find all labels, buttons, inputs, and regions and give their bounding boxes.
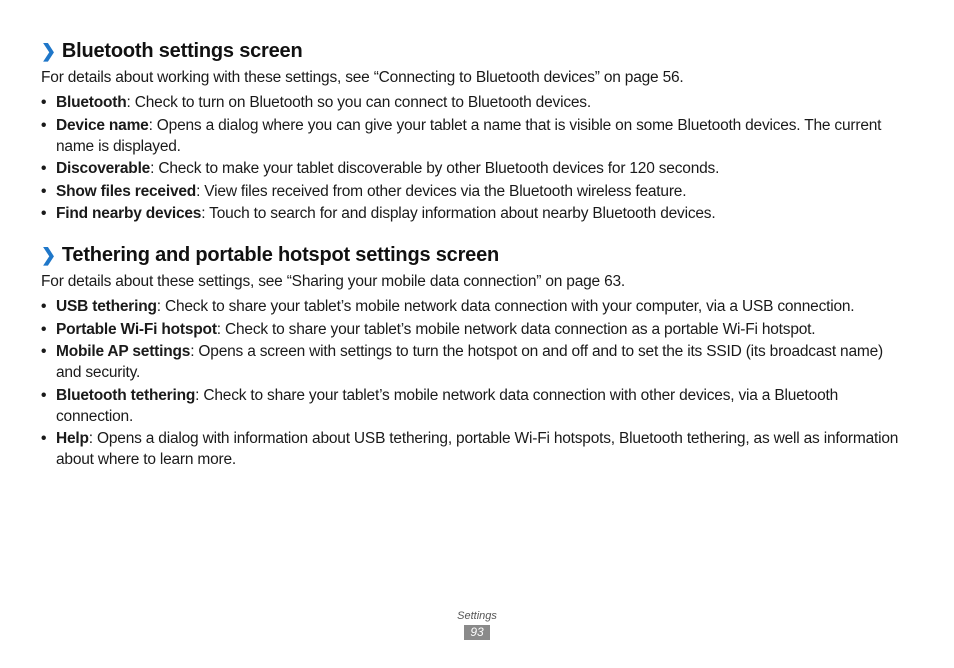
section-title <box>41 244 911 267</box>
item-desc: : Opens a screen with settings to turn the hotspot on and off and to set the its SSID (its broadcast name) and security. <box>56 343 883 381</box>
item-desc: : Touch to search for and display information about nearby Bluetooth devices. <box>201 205 716 222</box>
item-desc: : Opens a dialog with information about USB tethering, portable Wi-Fi hotspots, Bluetooth tethering, as well as information about where to learn more. <box>56 430 899 468</box>
list-item <box>41 115 911 157</box>
bullet-icon: • <box>41 116 47 134</box>
item-term: Mobile AP settings <box>56 343 191 360</box>
list-item <box>41 341 911 383</box>
item-term: Show files received <box>56 182 197 200</box>
list-item <box>41 319 911 340</box>
section-tethering-hotspot-settings <box>41 244 911 470</box>
bullet-icon: • <box>41 205 47 222</box>
bullet-icon: • <box>41 320 47 338</box>
bullet-icon: • <box>41 182 47 200</box>
settings-list <box>41 92 911 224</box>
list-item <box>41 158 911 179</box>
section-intro: For details about working with these settings, see “Connecting to Bluetooth devices” on page 56. <box>41 69 684 86</box>
bullet-icon: • <box>41 386 47 404</box>
footer-section-name: Settings <box>457 610 497 622</box>
section-title <box>41 40 911 63</box>
item-term: USB tethering <box>56 298 157 315</box>
item-term: Device name <box>56 116 149 134</box>
bullet-icon: • <box>41 430 47 447</box>
list-item <box>41 181 911 202</box>
item-desc: : Opens a dialog where you can give your tablet a name that is visible on some Bluetooth devices. The current name is displayed. <box>56 116 882 155</box>
page-content <box>41 40 911 472</box>
bullet-icon: • <box>41 160 47 177</box>
item-term: Portable Wi-Fi hotspot <box>56 320 217 338</box>
item-term: Help <box>56 430 89 447</box>
item-term: Find nearby devices <box>56 205 202 222</box>
item-desc: : Check to share your tablet’s mobile network data connection with your computer, via a USB connection. <box>156 298 855 315</box>
item-desc: : Check to share your tablet’s mobile network data connection with other devices, via a Bluetooth connection. <box>56 386 839 425</box>
bullet-icon: • <box>41 343 47 360</box>
page-footer <box>0 610 954 641</box>
chevron-right-icon: ❯ <box>41 245 56 265</box>
section-title-text: Bluetooth settings screen <box>61 40 303 62</box>
item-desc: : Check to make your tablet discoverable by other Bluetooth devices for 120 seconds. <box>150 160 720 177</box>
list-item <box>41 296 911 317</box>
section-intro: For details about these settings, see “Sharing your mobile data connection” on page 63. <box>41 273 626 290</box>
settings-list <box>41 296 911 470</box>
list-item <box>41 203 911 224</box>
item-term: Bluetooth tethering <box>56 386 196 404</box>
item-desc: : Check to share your tablet’s mobile network data connection as a portable Wi-Fi hotspot. <box>216 320 816 338</box>
page-number: 93 <box>464 625 489 640</box>
section-title-text: Tethering and portable hotspot settings screen <box>61 244 500 266</box>
bullet-icon: • <box>41 94 47 111</box>
list-item <box>41 385 911 427</box>
section-bluetooth-settings <box>41 40 911 224</box>
bullet-icon: • <box>41 298 47 315</box>
item-term: Bluetooth <box>56 94 127 111</box>
list-item <box>41 428 911 470</box>
chevron-right-icon: ❯ <box>41 41 56 61</box>
item-desc: : View files received from other devices via the Bluetooth wireless feature. <box>196 182 687 200</box>
item-term: Discoverable <box>56 160 151 177</box>
list-item <box>41 92 911 113</box>
item-desc: : Check to turn on Bluetooth so you can connect to Bluetooth devices. <box>126 94 591 111</box>
